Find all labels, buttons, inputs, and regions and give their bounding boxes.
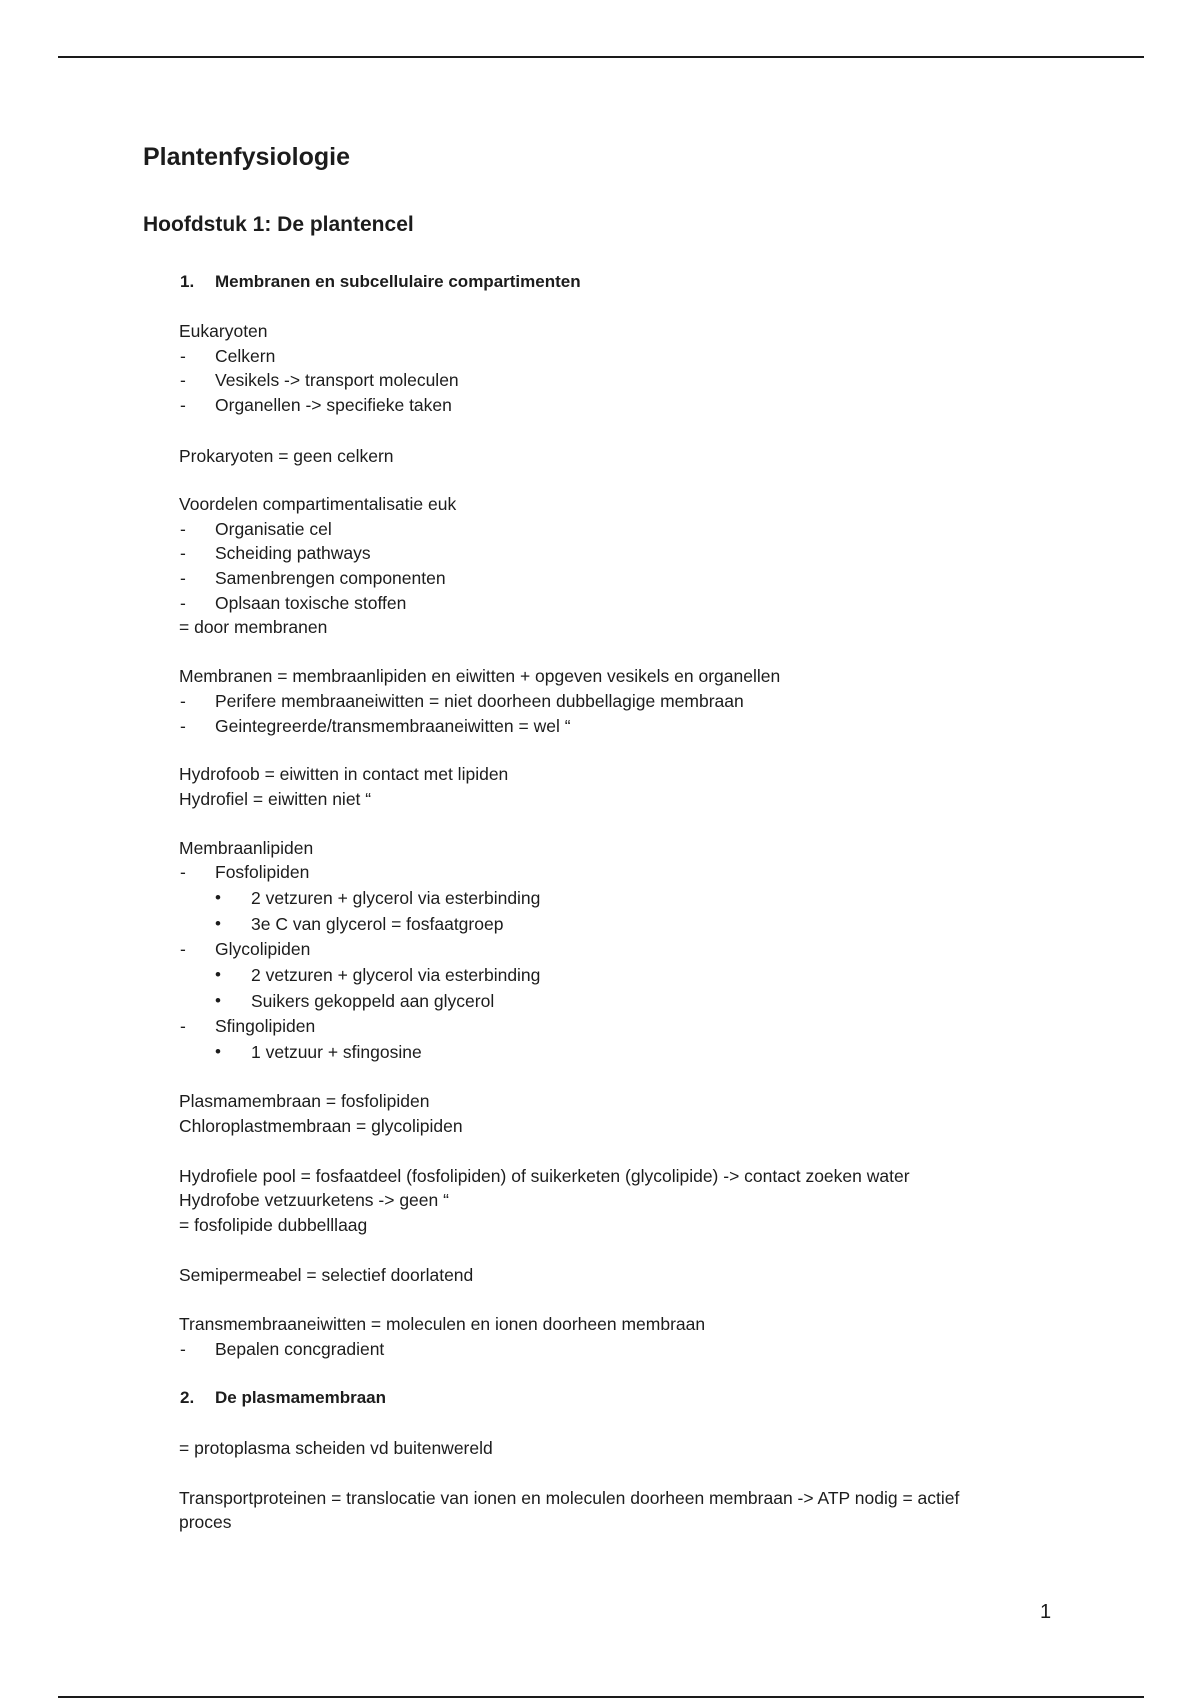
bullet-marker: •	[215, 1042, 221, 1061]
text-line: = protoplasma scheiden vd buitenwereld	[179, 1438, 493, 1458]
text-line: Hydrofiele pool = fosfaatdeel (fosfolipiden) of suikerketen (glycolipide) -> contact zoeken water	[179, 1166, 910, 1186]
text-line: Transmembraaneiwitten = moleculen en ionen doorheen membraan	[179, 1314, 706, 1334]
text-line: Plasmamembraan = fosfolipiden	[179, 1091, 430, 1111]
section-number: 2.	[180, 1388, 195, 1407]
text-line: Chloroplastmembraan = glycolipiden	[179, 1116, 463, 1136]
sub-list-item: 1 vetzuur + sfingosine	[251, 1042, 422, 1062]
text-line: Hydrofoob = eiwitten in contact met lipiden	[179, 764, 509, 784]
text-line: Membraanlipiden	[179, 838, 314, 858]
list-item: Geintegreerde/transmembraaneiwitten = wel “	[215, 716, 571, 736]
section-heading: Membranen en subcellulaire compartimenten	[215, 272, 581, 291]
dash-marker: -	[180, 691, 186, 711]
dash-marker: -	[180, 370, 186, 390]
text-line: = fosfolipide dubbelllaag	[179, 1215, 368, 1235]
sub-list-item: 2 vetzuren + glycerol via esterbinding	[251, 888, 541, 908]
sub-list-item: Suikers gekoppeld aan glycerol	[251, 991, 495, 1011]
bullet-marker: •	[215, 991, 221, 1010]
section-number: 1.	[180, 272, 195, 291]
list-item: Sfingolipiden	[215, 1016, 316, 1036]
list-item: Organisatie cel	[215, 519, 332, 539]
chapter-heading: Hoofdstuk 1: De plantencel	[143, 213, 414, 236]
list-item: Samenbrengen componenten	[215, 568, 446, 588]
dash-marker: -	[180, 568, 186, 588]
list-item: Scheiding pathways	[215, 543, 371, 563]
list-item: Perifere membraaneiwitten = niet doorheen dubbellagige membraan	[215, 691, 744, 711]
document-title: Plantenfysiologie	[143, 143, 350, 171]
text-line: Semipermeabel = selectief doorlatend	[179, 1265, 474, 1285]
text-line: Transportproteinen = translocatie van ionen en moleculen doorheen membraan -> ATP nodig = actief	[179, 1488, 960, 1508]
dash-marker: -	[180, 1339, 186, 1359]
section-heading: De plasmamembraan	[215, 1388, 387, 1407]
dash-marker: -	[180, 519, 186, 539]
dash-marker: -	[180, 543, 186, 563]
text-line: Prokaryoten = geen celkern	[179, 446, 394, 466]
bullet-marker: •	[215, 914, 221, 933]
text-line: Membranen = membraanlipiden en eiwitten + opgeven vesikels en organellen	[179, 666, 781, 686]
list-item: Bepalen concgradient	[215, 1339, 385, 1359]
dash-marker: -	[180, 939, 186, 959]
bullet-marker: •	[215, 965, 221, 984]
list-item: Celkern	[215, 346, 276, 366]
dash-marker: -	[180, 716, 186, 736]
footer-rule	[58, 1696, 1144, 1698]
list-item: Glycolipiden	[215, 939, 311, 959]
dash-marker: -	[180, 1016, 186, 1036]
dash-marker: -	[180, 593, 186, 613]
bullet-marker: •	[215, 888, 221, 907]
text-line: Eukaryoten	[179, 321, 268, 341]
text-line: = door membranen	[179, 617, 328, 637]
header-rule	[58, 56, 1144, 58]
text-line: Voordelen compartimentalisatie euk	[179, 494, 457, 514]
text-line: proces	[179, 1512, 232, 1532]
dash-marker: -	[180, 862, 186, 882]
page-number: 1	[1040, 1601, 1052, 1623]
sub-list-item: 3e C van glycerol = fosfaatgroep	[251, 914, 504, 934]
text-line: Hydrofobe vetzuurketens -> geen “	[179, 1190, 449, 1210]
list-item: Oplsaan toxische stoffen	[215, 593, 407, 613]
list-item: Organellen -> specifieke taken	[215, 395, 452, 415]
dash-marker: -	[180, 395, 186, 415]
sub-list-item: 2 vetzuren + glycerol via esterbinding	[251, 965, 541, 985]
list-item: Fosfolipiden	[215, 862, 310, 882]
dash-marker: -	[180, 346, 186, 366]
list-item: Vesikels -> transport moleculen	[215, 370, 459, 390]
text-line: Hydrofiel = eiwitten niet “	[179, 789, 372, 809]
